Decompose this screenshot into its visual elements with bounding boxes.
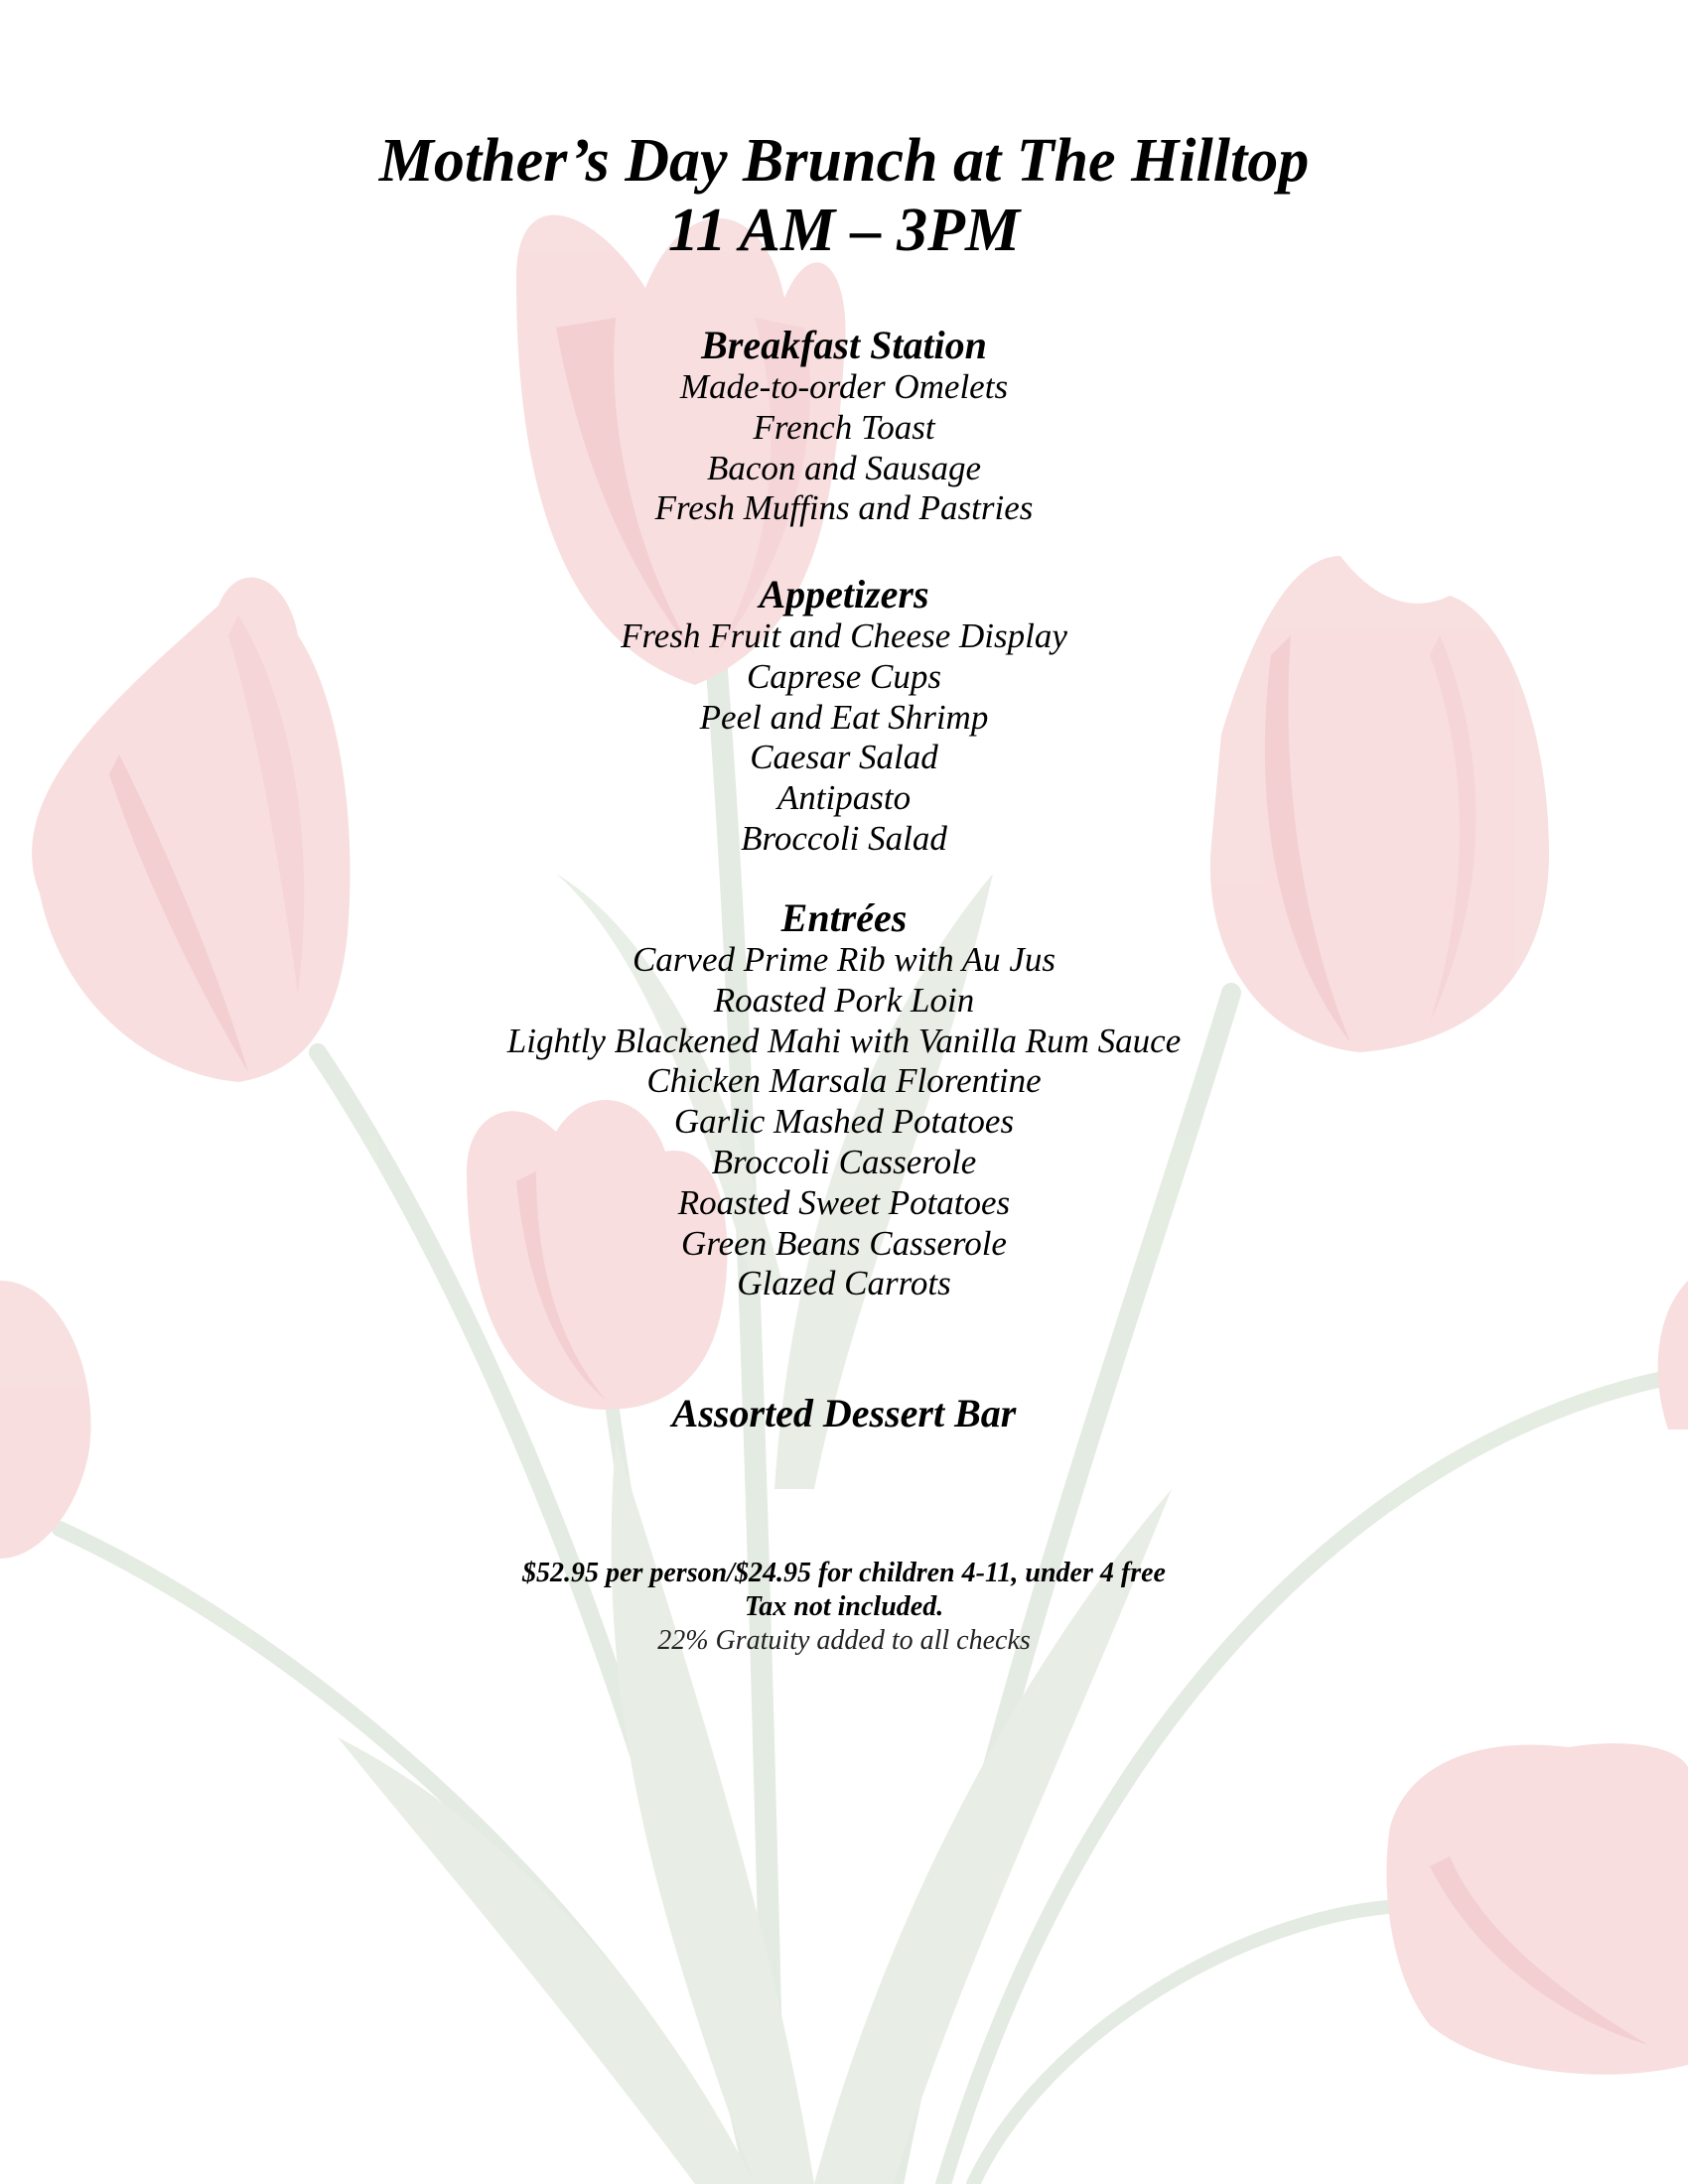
- menu-item: Broccoli Casserole: [711, 1142, 977, 1181]
- menu-item: Green Beans Casserole: [681, 1223, 1007, 1263]
- menu-item: Caesar Salad: [750, 738, 938, 777]
- entrees-section: [0, 896, 1688, 1304]
- menu-item: Caprese Cups: [746, 656, 942, 696]
- breakfast-section: [0, 324, 1688, 529]
- menu-item: Made-to-order Omelets: [679, 367, 1009, 406]
- event-hours: 11 AM – 3PM: [667, 197, 1021, 264]
- menu-item: Roasted Pork Loin: [713, 980, 975, 1020]
- menu-item: Garlic Mashed Potatoes: [673, 1102, 1015, 1142]
- section-heading: Appetizers: [759, 572, 929, 616]
- dessert-section: [0, 1392, 1688, 1435]
- menu-item: Roasted Sweet Potatoes: [677, 1182, 1011, 1222]
- price-text: $52.95 per person/$24.95 for children 4-11, under 4 free: [522, 1558, 1166, 1588]
- appetizers-section: [0, 573, 1688, 860]
- menu-item: Chicken Marsala Florentine: [646, 1061, 1042, 1101]
- menu-item: Peel and Eat Shrimp: [699, 697, 989, 737]
- tax-note: Tax not included.: [744, 1591, 944, 1622]
- menu-item: Bacon and Sausage: [706, 448, 982, 487]
- section-heading: Entrées: [780, 895, 908, 940]
- section-heading: Breakfast Station: [701, 323, 987, 367]
- menu-item: Glazed Carrots: [737, 1264, 951, 1303]
- pricing-footer: [0, 1557, 1688, 1658]
- menu-item: Fresh Fruit and Cheese Display: [621, 616, 1067, 655]
- menu-item: Lightly Blackened Mahi with Vanilla Rum Sauce: [506, 1021, 1182, 1060]
- page-title: Mother’s Day Brunch at The Hilltop: [378, 127, 1310, 195]
- section-heading: Assorted Dessert Bar: [671, 1391, 1017, 1435]
- menu-item: Fresh Muffins and Pastries: [654, 488, 1034, 528]
- menu-item: Carved Prime Rib with Au Jus: [632, 940, 1056, 979]
- menu-item: French Toast: [753, 407, 935, 447]
- gratuity-note: 22% Gratuity added to all checks: [657, 1625, 1031, 1656]
- menu-item: Antipasto: [776, 778, 912, 818]
- menu-item: Broccoli Salad: [741, 818, 947, 858]
